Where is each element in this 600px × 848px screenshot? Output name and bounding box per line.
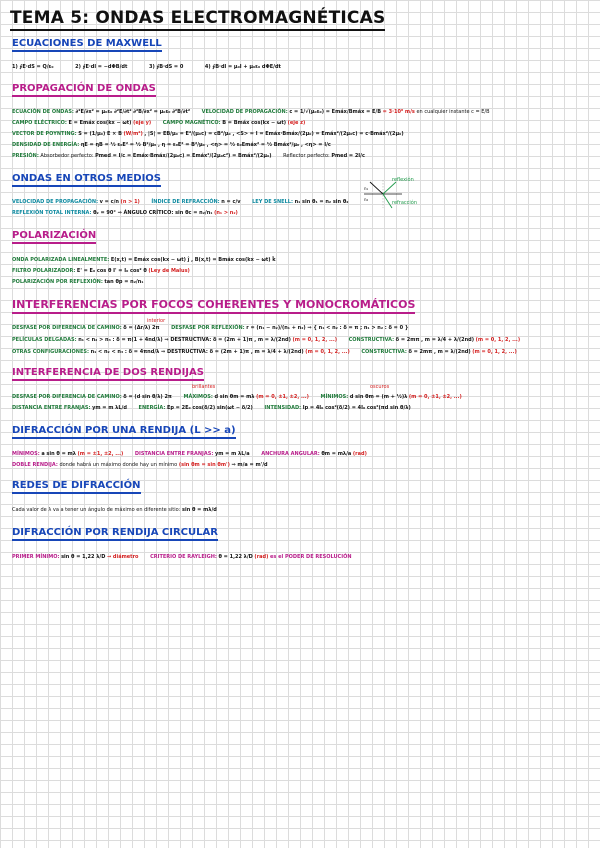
intensity-eq: , |S| = EB/μ₀ = E²/(μ₀c) = cB²/μ₀ , <S> = I = Emáx·Bmáx/(2μ₀) = Emáx²/(2μ₀c) = c·Bmáx²/(2μ₀) <box>144 131 404 137</box>
rendijas-line-2 <box>12 405 411 411</box>
refracted-ray <box>383 194 392 208</box>
thin-films-constructive-label: CONSTRUCTIVA: <box>348 337 395 343</box>
angular-width-unit: (rad) <box>352 451 367 457</box>
prop-line-4 <box>12 142 331 148</box>
heading-una-rendija: DIFRACCIÓN POR UNA RENDIJA (L >> a) <box>12 425 236 439</box>
interf-line-1 <box>12 325 408 331</box>
wave-equation: ∂²E/∂x² = μ₀ε₀ ∂²E/∂t² ∂²B/∂x² = μ₀ε₀ ∂²B/∂t² <box>75 109 191 115</box>
snell-eq: n₁ sin θ₁ = n₂ sin θ₂ <box>294 199 349 205</box>
grating-eq: sin θ = mλ/d <box>182 507 217 513</box>
single-slit-distance-label: DISTANCIA ENTRE FRANJAS: <box>134 451 214 457</box>
first-minimum-label: PRIMER MÍNIMO: <box>12 554 60 560</box>
heading-redes: REDES DE DIFRACCIÓN <box>12 480 141 494</box>
circular-line-1 <box>12 554 352 560</box>
energy-label: ENERGÍA: <box>138 405 166 411</box>
interior-annotation: interior <box>147 318 166 324</box>
rendijas-line-1 <box>12 394 462 400</box>
energy-density-label: DENSIDAD DE ENERGÍA: <box>12 142 80 148</box>
thin-films-eq: n₁ < n₂ > n₃ : δ = π(1 + 4nd/λ) ⇒ DESTRUCTIVA: δ = (2m + 1)π , m = λ/(2nd) <box>78 337 291 343</box>
medium-n2-label: n₂ <box>364 197 369 202</box>
heading-circular: DIFRACCIÓN POR RENDIJA CIRCULAR <box>12 527 218 541</box>
propagation-speed: c = 1/√(μ₀ε₀) = Emáx/Bmáx = E/B <box>289 109 382 115</box>
heading-maxwell: ECUACIONES DE MAXWELL <box>12 38 162 52</box>
other-config-eq: n₁ < n₂ < n₃ : δ = 4πnd/λ ⇒ DESTRUCTIVA: δ = (2m + 1)π , m = λ/4 + λ/(2nd) <box>90 349 304 355</box>
poynting-eq: S = (1/μ₀) E × B <box>78 131 122 137</box>
fringe-distance-label: DISTANCIA ENTRE FRANJAS: <box>12 405 91 411</box>
other-config-constructive-eq: δ = 2mπ , m = λ/(2nd) <box>408 349 471 355</box>
brewster-eq: tan θp = n₂/n₁ <box>104 279 144 285</box>
medium-n1-label: n₁ <box>364 186 369 191</box>
polar-line-1 <box>12 257 276 263</box>
prop-line-2 <box>12 120 305 126</box>
energy-eq: Ep = 2E₀ cos(δ/2) sin(ωt − δ/2) <box>166 405 253 411</box>
una-rendija-line-2 <box>12 462 268 468</box>
medium-speed-label: VELOCIDAD DE PROPAGACIÓN: <box>12 199 99 205</box>
prop-line-1 <box>12 109 490 115</box>
polar-line-3 <box>12 279 144 285</box>
other-config-constructive-label: CONSTRUCTIVA: <box>361 349 407 355</box>
other-config-label: OTRAS CONFIGURACIONES: <box>12 349 89 355</box>
propagation-speed-label: VELOCIDAD DE PROPAGACIÓN: <box>201 109 288 115</box>
page-title: TEMA 5: ONDAS ELECTROMAGNÉTICAS <box>10 8 385 31</box>
medios-line-1 <box>12 199 348 205</box>
interf-line-3 <box>12 349 517 355</box>
rayleigh-label: CRITERIO DE RAYLEIGH: <box>150 554 217 560</box>
reflection-phase-label: DESFASE POR REFLEXIÓN: <box>171 325 245 331</box>
path-phase-label: DESFASE POR DIFERENCIA DE CAMINO: <box>12 325 122 331</box>
incident-ray <box>370 182 383 194</box>
electric-field-eq: E = Emáx cos(kx − ωt) <box>68 120 132 126</box>
thin-films-constructive-eq: δ = 2mπ , m = λ/4 + λ/(2nd) <box>395 337 475 343</box>
double-slit-condition: (sin θm = sin θm') <box>178 462 230 468</box>
malus-law: (Ley de Malus) <box>148 268 190 274</box>
polarizer-label: FILTRO POLARIZADOR: <box>12 268 76 274</box>
path-phase-eq: δ = (Δr/λ) 2π <box>123 325 160 331</box>
energy-density-eq: ηE = ηB = ½ ε₀E² = ½ B²/μ₀ , η = ε₀E² = B²/μ₀ , <η> = ½ ε₀Emáx² = ½ Bmáx²/μ₀ , <η> = I/c <box>80 142 331 148</box>
rayleigh-eq: θ = 1,22 λ/D <box>218 554 253 560</box>
medium-speed-condition: (n > 1) <box>120 199 140 205</box>
prop-line-3 <box>12 131 404 137</box>
reflection-polarization-label: POLARIZACIÓN POR REFLEXIÓN: <box>12 279 103 285</box>
rayleigh-unit: (rad) <box>254 554 269 560</box>
prop-line-5 <box>12 153 365 159</box>
poynting-label: VECTOR DE POYNTING: <box>12 131 77 137</box>
oscuros-annotation: oscuros <box>370 384 390 390</box>
heading-interferencias: INTERFERENCIAS POR FOCOS COHERENTES Y MONOCROMÁTICOS <box>12 298 415 314</box>
heading-otros-medios: ONDAS EN OTROS MEDIOS <box>12 173 161 187</box>
minima-label: MÍNIMOS: <box>320 394 349 400</box>
single-slit-minima-label: MÍNIMOS: <box>12 451 40 457</box>
maxwell-equations <box>12 64 281 70</box>
fringe-distance-eq: ym = m λL/d <box>92 405 127 411</box>
thin-films-constructive-m: (m = 0, 1, 2, ...) <box>475 337 521 343</box>
linear-polarization-eq: E(x,t) = Emáx cos(kx − ωt) ĵ , B(x,t) = Bmáx cos(kx − ωt) k̂ <box>110 257 276 263</box>
polarizer-eq: E' = E₀ cos θ I' = I₀ cos² θ <box>76 268 147 274</box>
single-slit-minima-m: (m = ±1, ±2, ...) <box>77 451 124 457</box>
other-config-constructive-m: (m = 0, 1, 2, ...) <box>472 349 517 355</box>
minima-eq: d sin θm = (m + ½)λ <box>349 394 408 400</box>
critical-angle-eq: θ₂ = 90° ⇒ ÁNGULO CRÍTICO: sin θc = n₂/n₁ <box>93 210 213 216</box>
intensity-label: INTENSIDAD: <box>264 405 302 411</box>
interf-line-2 <box>12 337 520 343</box>
electric-field-axis: (eje y) <box>133 120 152 126</box>
first-minimum-eq: sin θ = 1,22 λ/D <box>61 554 106 560</box>
medios-line-2 <box>12 210 238 216</box>
reflected-ray <box>383 182 396 194</box>
two-slit-phase-eq: δ = (d sin θ/λ) 2π <box>123 394 172 400</box>
magnetic-field-eq: B = Bmáx cos(kx − ωt) <box>222 120 286 126</box>
electric-field-label: CAMPO ELÉCTRICO: <box>12 120 67 126</box>
reflexion-annotation: reflexión <box>392 177 414 183</box>
pressure-label: PRESIÓN: <box>12 153 39 159</box>
una-rendija-line-1 <box>12 451 367 457</box>
magnetic-field-axis: (eje z) <box>287 120 306 126</box>
maxwell-eq-2: 2) ∮E·dl = −dΦB/dt <box>75 64 128 70</box>
refraction-index-label: ÍNDICE DE REFRACCIÓN: <box>151 199 220 205</box>
absorber-text: Absorbedor perfecto: <box>40 153 94 159</box>
minima-m: (m = 0, ±1, ±2, ...) <box>408 394 462 400</box>
brillantes-annotation: brillantes <box>192 384 216 390</box>
linear-polarization-label: ONDA POLARIZADA LINEALMENTE: <box>12 257 110 263</box>
maxwell-eq-3: 3) ∮B·dS = 0 <box>148 64 184 70</box>
maxwell-eq-1: 1) ∮E·dS = Q/ε₀ <box>12 64 54 70</box>
heading-propagacion: PROPAGACIÓN DE ONDAS <box>12 83 156 97</box>
single-slit-distance-eq: ym = m λL/a <box>214 451 250 457</box>
heading-polarizacion: POLARIZACIÓN <box>12 230 96 244</box>
angular-width-label: ANCHURA ANGULAR: <box>261 451 320 457</box>
speed-of-light-value: = 3·10⁸ m/s <box>382 109 415 115</box>
medium-speed-eq: v = c/n <box>99 199 119 205</box>
absorber-eq: Pmed = I/c = Emáx·Bmáx/(2μ₀c) = Emáx²/(2μ₀c²) = Bmáx²/(2μ₀) <box>95 153 272 159</box>
maxima-m: (m = 0, ±1, ±2, ...) <box>256 394 309 400</box>
critical-angle-condition: (n₁ > n₂) <box>214 210 238 216</box>
single-slit-minima-eq: a sin θ = mλ <box>41 451 76 457</box>
redes-line-1 <box>12 507 217 513</box>
thin-films-label: PELÍCULAS DELGADAS: <box>12 337 77 343</box>
double-slit-eq: ⇒ m/a = m'/d <box>231 462 268 468</box>
grating-text: Cada valor de λ va a tener un ángulo de máximo en diferente sitio: <box>12 507 181 513</box>
wave-equation-label: ECUACIÓN DE ONDAS: <box>12 109 74 115</box>
propagation-note: en cualquier instante c = E/B <box>416 109 490 115</box>
maxima-eq: d sin θm = mλ <box>214 394 255 400</box>
polar-line-2 <box>12 268 190 274</box>
refraccion-annotation: refracción <box>392 200 418 206</box>
reflection-phase-eq: r = (n₁ − n₂)/(n₁ + n₂) ⇒ { n₁ < n₂ : δ = π ; n₁ > n₂ : δ = 0 } <box>246 325 409 331</box>
heading-dos-rendijas: INTERFERENCIA DE DOS RENDIJAS <box>12 367 204 381</box>
poynting-units: (W/m²) <box>123 131 143 137</box>
maxwell-eq-4: 4) ∮B·dl = μ₀I + μ₀ε₀ dΦE/dt <box>204 64 281 70</box>
double-slit-text: donde habrá un máximo donde hay un mínimo <box>59 462 178 468</box>
thin-films-m: (m = 0, 1, 2, ...) <box>292 337 338 343</box>
maxima-label: MÁXIMOS: <box>183 394 213 400</box>
other-config-m: (m = 0, 1, 2, ...) <box>305 349 350 355</box>
diameter-annotation: → diámetro <box>106 554 139 560</box>
total-reflection-label: REFLEXIÓN TOTAL INTERNA: <box>12 210 92 216</box>
double-slit-label: DOBLE RENDIJA: <box>12 462 58 468</box>
angular-width-eq: θm = mλ/a <box>321 451 352 457</box>
two-slit-intensity-eq: Ip = 4I₀ cos²(δ/2) = 4I₀ cos²(πd sin θ/λ) <box>302 405 411 411</box>
reflector-eq: Pmed = 2I/c <box>331 153 365 159</box>
two-slit-phase-label: DESFASE POR DIFERENCIA DE CAMINO: <box>12 394 122 400</box>
reflector-text: Reflector perfecto: <box>283 153 330 159</box>
refraction-index-eq: n = c/v <box>221 199 241 205</box>
resolving-power-text: es el PODER DE RESOLUCIÓN <box>270 554 352 560</box>
magnetic-field-label: CAMPO MAGNÉTICO: <box>162 120 221 126</box>
snell-label: LEY DE SNELL: <box>252 199 293 205</box>
